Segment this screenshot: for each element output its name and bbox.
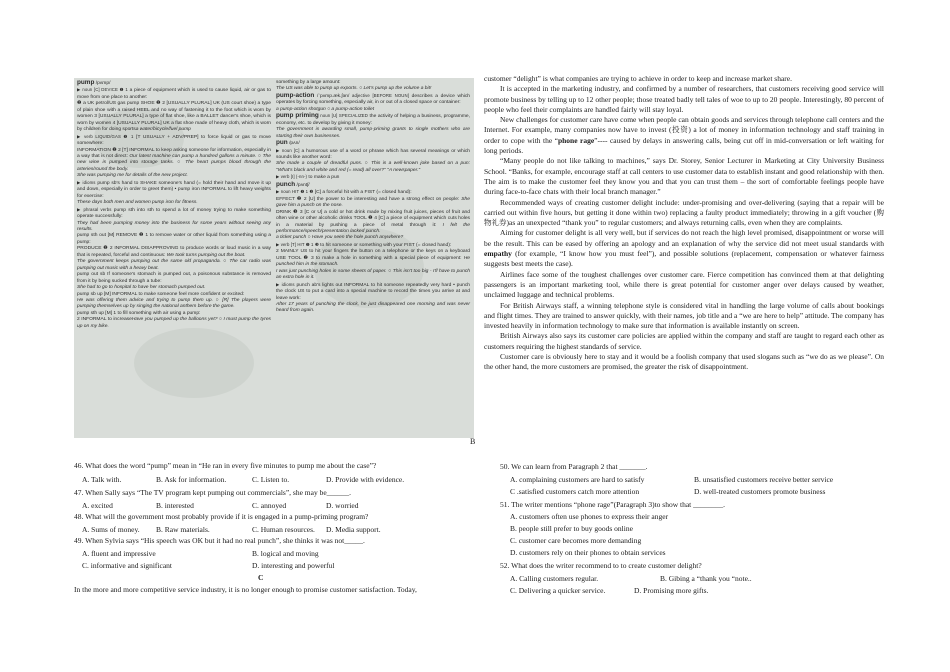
question-47-option-b[interactable]: B. interested <box>156 501 194 510</box>
dictionary-headword: pun <box>276 139 288 147</box>
dictionary-part-of-speech: ▶ verb [I] (-nn-) <box>276 174 308 180</box>
dictionary-column-1 <box>77 80 271 330</box>
dictionary-definition: pump sth out [M] REMOVE ❷ 1 to remove water or other liquid from something using a pump: <box>77 233 271 245</box>
dictionary-entry <box>276 93 470 107</box>
dictionary-entry <box>276 174 470 181</box>
dictionary-definition: pump sb's hand to SHAKE someone's hand (= hold their hand and move it up and down, especially in order to greet them) • pump iron INFORMAL to lift heavy weights for exercise: <box>77 180 271 199</box>
dictionary-headword: pump-action <box>276 91 315 99</box>
dictionary-entry <box>77 80 271 87</box>
dictionary-part-of-speech: ▶ phrasal verbs <box>77 206 112 212</box>
dictionary-definition: punch ab's lights out INFORMAL to hit someone repeatedly very hard • punch the clock US to put a card into a special machine to record the times you arrive at and leave work: <box>276 282 470 301</box>
dictionary-entry <box>276 249 470 268</box>
question-52-option-d[interactable]: D. Promising more gifts. <box>634 586 709 595</box>
dictionary-definition: the activity of helping a business, programme, economy, etc. to develop by giving it money: <box>276 114 471 126</box>
dictionary-definition: DRINK ❸ 3 [C or U] a cold or hot drink made by mixing fruit juices, pieces of fruit and often wine or other alcoholic drinks TOOL ❷ 4 [C] a piece of equipment which cuts holes in a material by pushing a piece of metal through it: <box>276 209 470 228</box>
section-label-c: C <box>258 573 264 582</box>
dictionary-pronunciation: /ˈpʌmp.æk.ʃən/ <box>314 93 350 99</box>
dictionary-entry <box>77 317 271 330</box>
dictionary-entry <box>77 233 271 246</box>
dictionary-example: a water/bicycle/fuel pump <box>135 127 191 133</box>
question-50-option-a[interactable]: A. complaining customers are hard to satisfy <box>510 475 645 484</box>
dictionary-definition: a piece of equipment which is used to cause liquid, air or gas to move from one place to another: <box>77 88 271 100</box>
dictionary-entry <box>276 140 470 147</box>
question-48-stem: 48. What will the government most probably provide if it is engaged in a pump-priming program? <box>74 512 369 521</box>
dictionary-entry <box>276 161 470 174</box>
question-48-option-c[interactable]: C. Human resources. <box>252 525 315 534</box>
dictionary-entry <box>77 180 271 200</box>
empathy-term: empathy <box>484 249 512 259</box>
dictionary-entry <box>77 87 271 101</box>
dictionary-column-2 <box>276 80 470 315</box>
question-50-stem: 50. We can learn from Paragraph 2 that _______. <box>500 462 648 471</box>
dictionary-definition: pump out sb If someone's stomach is pumped out, a poisonous substance is removed from it by being sucked through a tube: <box>77 272 271 284</box>
dictionary-definition: EFFECT ❷ 2 [U] the power to be interesting and have a strong effect on people: <box>276 196 462 202</box>
dictionary-example: These days both men and women pump iron for fitness. <box>77 200 198 206</box>
dictionary-part-of-speech: ▶ verb [T] HIT ❷ 1 ❸ <box>276 241 319 247</box>
question-47-option-d[interactable]: D. worried <box>326 501 359 510</box>
question-48-option-d[interactable]: D. Media support. <box>326 525 381 534</box>
dictionary-example: He punched him in the stomach. <box>276 255 470 268</box>
dictionary-part-of-speech: noun [U] SPECIALIZED <box>318 113 368 119</box>
dictionary-example: The government keeps pumping out the same old propaganda. ○ The car radio was pumping out music with a heavy beat. <box>77 259 271 271</box>
passage-paragraph-2: It is accepted in the marketing industry, and confirmed by a number of researchers, that customers receiving good service will promote business by telling up to 12 other people; those treated badly tell tales of woe to up to 20 people. Interestingly, 80 percent of people who feel their complaints are handled fairly will stay loyal. <box>484 84 884 114</box>
question-46-option-d[interactable]: D. Provide with evidence. <box>326 475 405 484</box>
phone-rage-term: phone rage <box>557 135 595 145</box>
dictionary-entry <box>276 182 470 189</box>
dictionary-example: She was pumping me for details of the new project. <box>77 173 188 179</box>
dictionary-definition: pump sth up [M] 1 to fill something with air using a pump: <box>77 310 201 316</box>
passage-paragraph-7: Airlines face some of the toughest challenges over customer care. Fierce competition has convinced them at that delighting passengers is an important marketing tool, while there is great potential for customer anger over delays caused by weather, unclaimed luggage and technical problems. <box>484 269 884 300</box>
dictionary-example: Have you pumped up the balloons yet? ○ I must pump the tyres up on my bike. <box>77 317 271 329</box>
dictionary-example: The government is awarding small, pump-priming grants to single mothers who are starting their own businesses. <box>276 127 470 139</box>
dictionary-definition: 2 MAINLY US to hit your fingers the button on a telephone or the keys on a keyboard USE TOOL ❷ 3 to make a hole in something with a special piece of equipment: <box>276 249 470 261</box>
dictionary-entry <box>77 101 271 133</box>
dictionary-example: After 17 years of punching the clock, he just disappeared one morning and was never heard from again. <box>276 301 470 314</box>
dictionary-definition: 2 INFORMAL to increase <box>77 317 132 323</box>
dictionary-part-of-speech: ▶ noun [C] <box>276 147 300 153</box>
dictionary-example: She had to go to hospital to have her stomach pumped out. <box>77 285 206 291</box>
dictionary-definition: [C] a forceful hit with a FIST (= closed hand): <box>313 190 412 196</box>
dictionary-entry <box>276 189 470 196</box>
dictionary-example: a ticket punch ○ Have you seen the hole punch anywhere? <box>276 235 404 241</box>
question-49-option-a[interactable]: A. fluent and impressive <box>82 549 156 558</box>
question-47-option-c[interactable]: C. annoyed <box>252 501 287 510</box>
dictionary-part-of-speech: adjective [BEFORE NOUN] <box>349 92 409 98</box>
question-52-stem: 52. What does the writer recommend to to create customer delight? <box>500 561 702 570</box>
question-46-option-a[interactable]: A. Talk with. <box>82 475 122 484</box>
question-48-option-a[interactable]: A. Sums of money. <box>82 525 140 534</box>
dictionary-definition: a humorous use of a word or phrase which has several meanings or which sounds like another word: <box>276 148 470 160</box>
passage-paragraph-1-continued: customer “delight” is what companies are trying to achieve in order to keep and increase market share. <box>484 74 793 83</box>
question-52-option-a[interactable]: A. Calling customers regular. <box>510 574 599 583</box>
passage-text: ”---- caused by delays in answering calls, being cut off in mid-conversation or left waiting for long periods. <box>484 135 885 156</box>
dictionary-example: a pump-action shotgun ○ a pump-action toilet <box>276 106 375 112</box>
dictionary-example: He was offering them advice and trying to pump them up. ○ [R] The players were pumping themselves up by singing the national anthem before the game. <box>77 297 271 310</box>
section-label-b: B <box>470 437 476 446</box>
dictionary-entry <box>276 282 470 302</box>
dictionary-scan <box>74 78 474 438</box>
passage-paragraph-4: “Many people do not like talking to machines,” says Dr. Storey, Senior Lecturer in Marketing at City University Business School. “Banks, for example, encourage staff at call centers to use customer data to establish instant and good relationship with then. The aim is to make the customer feel they know you and that you can trust them – the sort of comfortable feelings people have during face-to-face chats with their local branch manager.” <box>484 156 884 197</box>
dictionary-example: I felt the performance/speech/presentation lacked punch. <box>276 222 470 234</box>
question-51-option-c[interactable]: C. customer care becomes more demanding <box>510 536 642 545</box>
dictionary-pronunciation: /pʌntʃ/ <box>295 182 310 188</box>
dictionary-definition: describes a device which operates by forcing something, especially air, in or out of a closed space or container: <box>276 93 470 106</box>
dictionary-part-of-speech: ▶ idioms <box>276 281 295 287</box>
question-50-option-c[interactable]: C .satisfied customers catch more attention <box>510 487 640 496</box>
left-column <box>74 78 474 438</box>
passage-paragraph-6 <box>484 228 884 269</box>
question-48-option-b[interactable]: B. Raw materials. <box>156 525 210 534</box>
question-50-option-b[interactable]: B. unsatisfied customers receive better service <box>694 475 834 484</box>
question-46-stem: 46. What does the word “pump” mean in “He ran in every five minutes to pump me about the case”? <box>74 461 377 470</box>
dictionary-example: I was just punching holes in some sheets of paper. ○ This isn't too big - I'll have to punch an extra hole in it. <box>276 268 470 281</box>
question-49-option-d[interactable]: D. interesting and powerful <box>252 561 335 570</box>
dictionary-entry <box>77 221 271 234</box>
dictionary-entry <box>77 207 271 221</box>
question-51-option-d[interactable]: D. customers rely on their phones to obtain services <box>510 548 666 557</box>
dictionary-definition: ❷ a UK petrol/US gas pump SHOE ❷ 2 [USUALLY PLURAL] UK (US court shoe) a type of plain shoe with a raised HEEL and no way of fastening it to the foot which is worn by women 3 [USUALLY PLURAL] a type of flat shoe, like a BALLET dancer's shoe, which is worn by women 4 [USUALLY PLURAL] UK a flat shoe made of heavy cloth, which is worn by children for doing sports <box>77 101 271 133</box>
dictionary-example: We took turns pumping out the boat. <box>166 252 246 258</box>
dictionary-entry <box>77 148 271 174</box>
dictionary-definition: INFORMATION ❷ 2 [T] INFORMAL to keep asking someone for information, especially in a way that is not direct: <box>77 147 271 159</box>
passage-paragraph-3 <box>484 115 884 156</box>
passage-paragraph-8: For British Airways staff, a winning telephone style is considered vital in handling the large volume of calls about bookings and flight times. They are trained to answer quickly, with their names, job title and a “we are here to help” attitude. The company has invested heavily in information technology to make sure that information is available instantly on screen. <box>484 300 884 331</box>
question-47-stem: 47. When Sally says “The TV program kept pumping out commercials”, she may be______. <box>74 488 352 497</box>
question-51-stem: 51. The writer mentions “phone rage”(Paragraph 3)to show that ________. <box>500 500 726 509</box>
dictionary-part-of-speech: ▶ verb LIQUID/GAS ❷ 1 <box>77 133 134 139</box>
question-46-option-b[interactable]: B. Ask for information. <box>156 475 227 484</box>
dictionary-example: Our latest machine can pump a hundred gallons a minute. ○ The new wine is pumped into storage tanks. ○ The heart pumps blood through the arteries/round the body. <box>77 153 271 172</box>
passage-paragraph-9: British Airways also says its customer care policies are applied within the company and staff are taught to regard each other as customers requiring the highest standards of service. <box>484 331 884 351</box>
dictionary-definition: to hit someone or something with your FIST (= closed hand): <box>318 242 452 248</box>
dictionary-entry <box>77 298 271 311</box>
dictionary-entry <box>276 302 470 315</box>
dictionary-example: They had been pumping money into the business for some years without seeing any results. <box>77 220 271 232</box>
dictionary-headword: pump <box>77 79 95 86</box>
dictionary-definition: PRODUCE ❷ 2 INFORMAL DISAPPROVING to produce words or loud music in a way that is repeated, forceful and continuous: <box>77 246 271 258</box>
question-47-option-a[interactable]: A. excited <box>82 501 113 510</box>
dictionary-entry <box>77 246 271 259</box>
question-51-option-b[interactable]: B. people still prefer to buy goods online <box>510 524 633 533</box>
dictionary-part-of-speech: ▶ noun HIT ❷ 1 ❸ <box>276 189 314 195</box>
dictionary-entry <box>276 197 470 210</box>
passage-opening-line: In the more and more competitive service industry, it is no longer enough to promise customer satisfaction. Today, <box>74 585 417 594</box>
dictionary-definition: something by a large amount: <box>276 80 341 85</box>
question-49-option-b[interactable]: B. logical and moving <box>252 549 319 558</box>
scan-stain <box>134 328 254 398</box>
dictionary-example: The US was able to pump up exports. ○ Let's pump up the volume a bit! <box>276 86 432 92</box>
dictionary-entry <box>276 269 470 282</box>
passage-text: New challenges for customer care have come when people can obtain goods and services through telephone call centers and the Internet. For example, many companies now have to invest (投资) a lot of money in information technology and staff training in order to cope with the “ <box>484 115 884 145</box>
passage-text: Aiming for customer delight is all very well, but if services do not reach the high level promised, disappointment or worse will be the result. This can be eased by offering an apology and an explanation of why the service did not meet usual standards with <box>484 228 884 248</box>
passage-text: (for example, “I know how you must feel”), and possible solutions (replacement, compensation or whatever fairness suggests best meets the case). <box>484 249 884 269</box>
dictionary-definition: [T USUALLY + ADV/PREP] to force liquid or gas to move somewhere: <box>77 134 271 147</box>
question-49-stem: 49. When Sylvia says “His speech was OK but it had no real punch”, she thinks it was not_____. <box>74 536 365 545</box>
question-46-option-c[interactable]: C. Listen to. <box>252 475 290 484</box>
question-52-option-b[interactable]: B. Gibing a “thank you “note.. <box>660 574 752 583</box>
dictionary-example: She gave him a punch on the nose. <box>276 196 470 209</box>
question-49-option-c[interactable]: C. informative and significant <box>82 561 172 570</box>
dictionary-definition: pump sth into sth to spend a lot of money trying to make something operate successfully: <box>77 207 271 220</box>
passage-paragraph-5: Recommended ways of creating customer delight include: under-promising and over-delivering (saying that a repair will be carried out within five hours, but getting it done within two) replacing a faulty product immediately; throwing in a gift voucher (购物礼券)as an unexpected “thank you” to regular customers; and always returning calls, even when they are complaints. <box>484 197 884 228</box>
dictionary-entry <box>276 210 470 236</box>
dictionary-pronunciation: /pʌmp/ <box>94 81 111 86</box>
passage-c <box>484 74 884 373</box>
dictionary-entry <box>77 259 271 272</box>
question-52-option-c[interactable]: C. Delivering a quicker service. <box>510 586 606 595</box>
dictionary-entry <box>276 127 470 140</box>
dictionary-pronunciation: /pʌn/ <box>287 141 300 147</box>
dictionary-part-of-speech: ▶ idioms <box>77 179 96 185</box>
dictionary-headword: pump priming <box>276 112 319 120</box>
dictionary-part-of-speech: ▶ noun [C] DEVICE ❶ 1 <box>77 87 128 93</box>
dictionary-entry <box>276 113 470 127</box>
dictionary-headword: punch <box>276 180 296 188</box>
dictionary-example: She made a couple of dreadful puns. ○ This is a well-known joke based on a pun: "What's black and white and red (= read) all over?" "A newspaper." <box>276 161 470 173</box>
dictionary-definition: pump sb up [M] INFORMAL to make someone feel more confident or excited: <box>77 291 245 297</box>
dictionary-entry <box>276 148 470 162</box>
passage-paragraph-10: Customer care is obviously here to stay and it would be a foolish company that used slogans such as “we do as we please”. On the other hand, the more customers are promised, the greater the risk of disappointment. <box>484 352 884 372</box>
dictionary-entry <box>77 134 271 148</box>
dictionary-entry <box>77 272 271 285</box>
dictionary-definition: to make a pun <box>307 175 340 181</box>
question-50-option-d[interactable]: D. well-treated customers promote business <box>694 487 826 496</box>
question-51-option-a[interactable]: A. customers often use phones to express their anger <box>510 512 669 521</box>
